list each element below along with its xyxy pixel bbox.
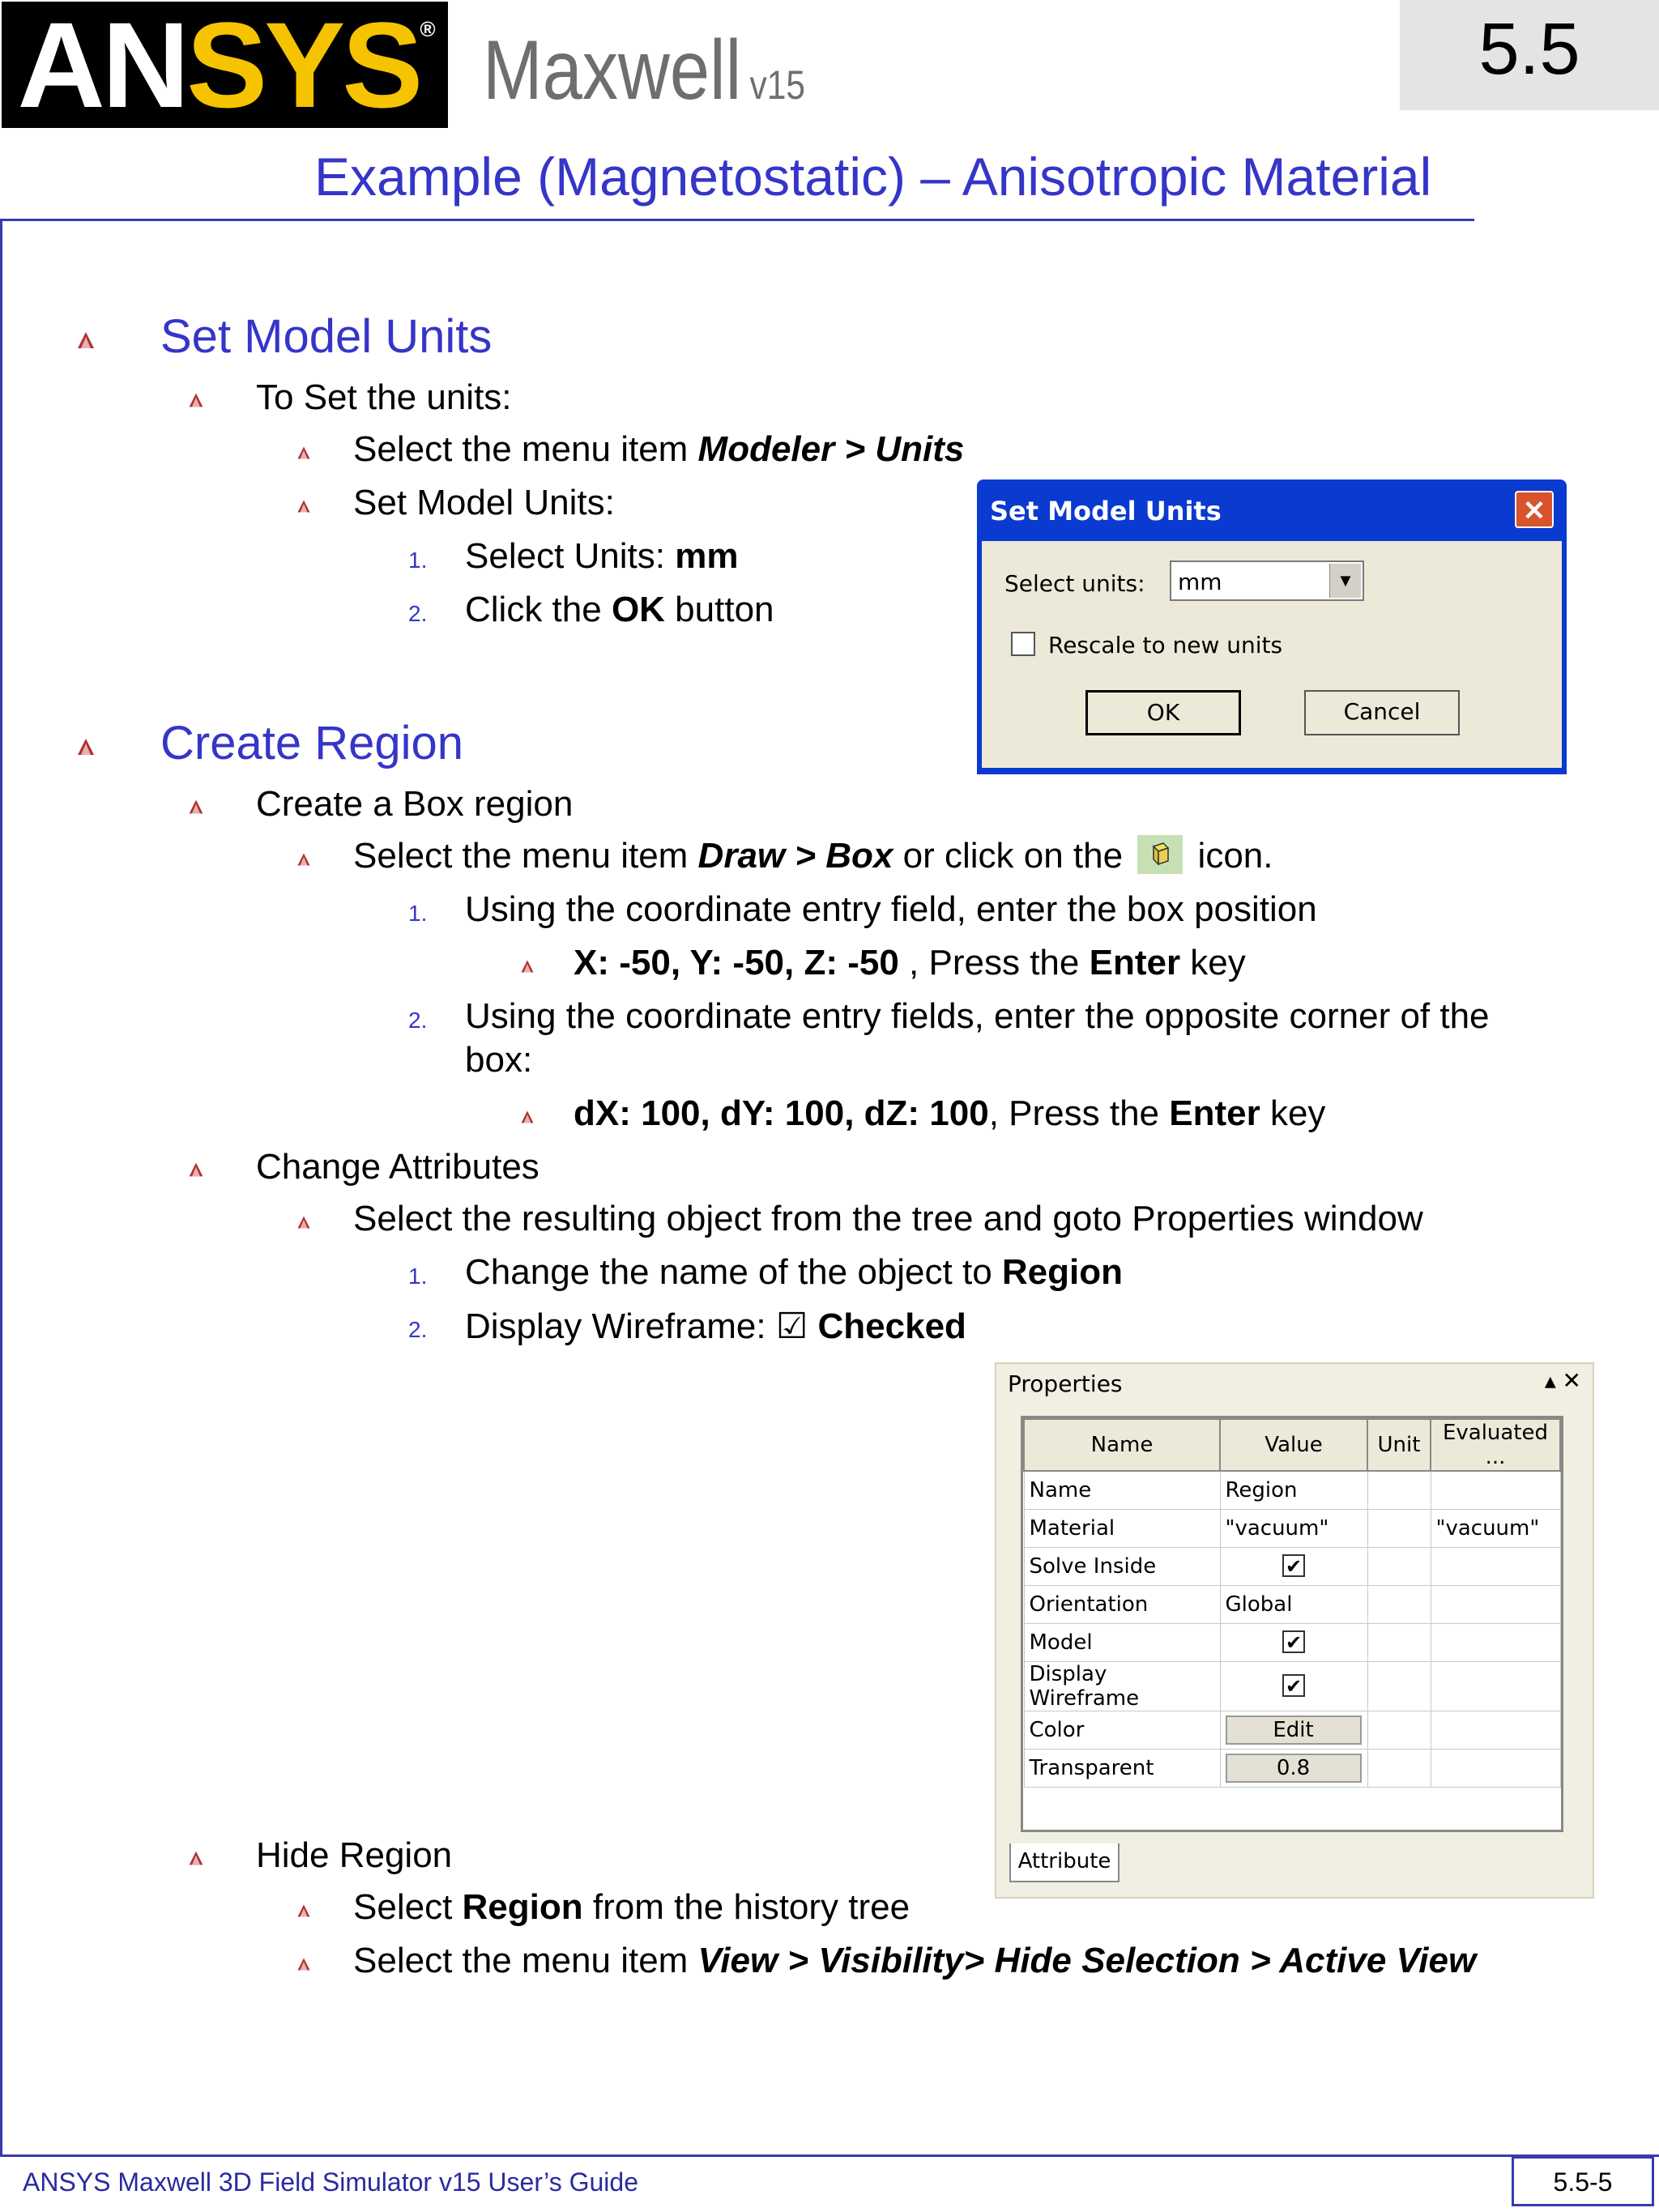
set-model-units-dialog: [977, 479, 1567, 774]
product-label: Maxwell: [483, 23, 742, 117]
table-row[interactable]: [1024, 1624, 1560, 1662]
property-evaluated: [1431, 1711, 1560, 1750]
panel-controls-icon[interactable]: ▴ ✕: [1544, 1368, 1581, 1393]
model-checkbox[interactable]: ✔: [1282, 1630, 1305, 1653]
table-row[interactable]: [1024, 1548, 1560, 1586]
property-evaluated: [1431, 1662, 1560, 1711]
table-row[interactable]: [1024, 1471, 1560, 1510]
step-text: Click the OK button: [465, 590, 774, 629]
draw-box-icon[interactable]: [1137, 835, 1183, 874]
triangle-bullet-icon: [296, 499, 311, 514]
table-row[interactable]: [1024, 1662, 1560, 1711]
ok-button[interactable]: OK: [1085, 690, 1241, 735]
triangle-bullet-icon: [188, 1850, 204, 1866]
property-unit: [1367, 1711, 1431, 1750]
select-units-label: Select units:: [1004, 570, 1145, 597]
property-name: Material: [1024, 1510, 1220, 1548]
step-text: X: -50, Y: -50, Z: -50 , Press the Enter key: [574, 943, 1246, 982]
property-name: Solve Inside: [1024, 1548, 1220, 1586]
step-text: Select Units: mm: [465, 536, 739, 576]
step-text: Select Region from the history tree: [353, 1887, 911, 1927]
property-name: Model: [1024, 1624, 1220, 1662]
list-number: 1.: [408, 548, 428, 573]
subheading-change-attributes: Change Attributes: [256, 1147, 539, 1187]
property-evaluated: "vacuum": [1431, 1510, 1560, 1548]
table-row[interactable]: [1024, 1586, 1560, 1624]
property-unit: [1367, 1662, 1431, 1711]
chevron-down-icon[interactable]: ▼: [1329, 564, 1361, 598]
list-number: 2.: [408, 1317, 428, 1342]
step-text: Using the coordinate entry field, enter the box position: [465, 889, 1317, 929]
column-header[interactable]: Evaluated ...: [1431, 1419, 1560, 1471]
property-unit: [1367, 1548, 1431, 1586]
menu-path: Draw > Box: [697, 836, 893, 876]
table-row[interactable]: [1024, 1750, 1560, 1788]
step-text: Select the menu item Draw > Box or click on the icon.: [353, 836, 1273, 876]
step-text: Select the menu item View > Visibility> Hide Selection > Active View: [353, 1941, 1477, 1980]
logo-an: AN: [17, 0, 187, 133]
menu-path: View > Visibility> Hide Selection > Active View: [697, 1941, 1477, 1980]
color-edit-button[interactable]: Edit: [1226, 1715, 1362, 1745]
step-text: Display Wireframe: ☑ Checked: [465, 1306, 966, 1346]
property-unit: [1367, 1586, 1431, 1624]
triangle-bullet-icon: [188, 799, 204, 815]
properties-panel: [995, 1362, 1594, 1899]
step-text: Select the resulting object from the tree and goto Properties window: [353, 1199, 1423, 1238]
heading-create-region: Create Region: [160, 717, 463, 769]
property-evaluated: [1431, 1471, 1560, 1510]
property-name: Transparent: [1024, 1750, 1220, 1788]
property-evaluated: [1431, 1548, 1560, 1586]
triangle-bullet-icon: [188, 1161, 204, 1178]
column-header[interactable]: Name: [1024, 1419, 1220, 1471]
solve-inside-checkbox[interactable]: ✔: [1282, 1554, 1305, 1577]
triangle-bullet-icon: [296, 852, 311, 867]
step-text: Using the coordinate entry fields, enter the opposite corner of the: [465, 996, 1490, 1036]
close-icon[interactable]: ✕: [1515, 491, 1554, 528]
left-border: [0, 220, 2, 2156]
list-number: 1.: [408, 1264, 428, 1289]
property-name: Display Wireframe: [1024, 1662, 1220, 1711]
property-unit: [1367, 1750, 1431, 1788]
footer-rule: [0, 2154, 1659, 2157]
ansys-logo: [2, 0, 448, 133]
title-rule: [0, 219, 1474, 221]
triangle-bullet-icon: [188, 392, 204, 408]
list-number: 2.: [408, 601, 428, 626]
units-select[interactable]: [1170, 560, 1364, 601]
property-value[interactable]: "vacuum": [1220, 1510, 1367, 1548]
list-number: 2.: [408, 1008, 428, 1033]
units-select-value: mm: [1178, 569, 1222, 595]
logo-sys: SYS: [186, 0, 420, 133]
property-value[interactable]: Region: [1220, 1471, 1367, 1510]
property-unit: [1367, 1471, 1431, 1510]
property-evaluated: [1431, 1586, 1560, 1624]
table-row[interactable]: [1024, 1510, 1560, 1548]
property-evaluated: [1431, 1750, 1560, 1788]
display-wireframe-checkbox[interactable]: ✔: [1282, 1674, 1305, 1697]
property-name: Color: [1024, 1711, 1220, 1750]
triangle-bullet-icon: [520, 1110, 535, 1124]
step-text: Set Model Units:: [353, 483, 615, 522]
triangle-bullet-icon: [296, 1957, 311, 1971]
transparent-button[interactable]: 0.8: [1226, 1754, 1362, 1783]
page-title: Example (Magnetostatic) – Anisotropic Material: [314, 147, 1432, 207]
triangle-bullet-icon: [76, 330, 96, 350]
subheading-create-box: Create a Box region: [256, 784, 574, 824]
subheading-set-units: To Set the units:: [256, 377, 512, 417]
step-text: Select the menu item Modeler > Units: [353, 429, 965, 469]
logo-registered: ®: [420, 17, 433, 41]
footer-title: ANSYS Maxwell 3D Field Simulator v15 User’s Guide: [23, 2167, 638, 2197]
triangle-bullet-icon: [296, 1903, 311, 1918]
step-text: dX: 100, dY: 100, dZ: 100, Press the Enter key: [574, 1093, 1326, 1133]
step-text: Change the name of the object to Region: [465, 1252, 1124, 1292]
list-number: 1.: [408, 901, 428, 926]
triangle-bullet-icon: [76, 737, 96, 757]
product-version: v15: [749, 62, 806, 108]
column-header[interactable]: Unit: [1367, 1419, 1431, 1471]
property-name: Orientation: [1024, 1586, 1220, 1624]
dialog-body: [982, 541, 1562, 768]
dialog-title: Set Model Units: [990, 496, 1222, 526]
page-number: 5.5-5: [1553, 2167, 1613, 2197]
step-text: box:: [465, 1040, 533, 1080]
tab-attribute[interactable]: Attribute: [1009, 1843, 1120, 1882]
property-evaluated: [1431, 1624, 1560, 1662]
product-name: [483, 23, 805, 119]
column-header[interactable]: Value: [1220, 1419, 1367, 1471]
menu-path: Modeler > Units: [697, 429, 965, 469]
rescale-label: Rescale to new units: [1048, 632, 1283, 658]
cancel-button[interactable]: Cancel: [1304, 690, 1460, 735]
triangle-bullet-icon: [520, 959, 535, 974]
table-row[interactable]: [1024, 1711, 1560, 1750]
triangle-bullet-icon: [296, 445, 311, 460]
properties-title: Properties: [1008, 1370, 1123, 1397]
property-unit: [1367, 1510, 1431, 1548]
section-number: 5.5: [1478, 9, 1580, 90]
property-value[interactable]: Global: [1220, 1586, 1367, 1624]
property-name: Name: [1024, 1471, 1220, 1510]
property-unit: [1367, 1624, 1431, 1662]
properties-table: [1021, 1416, 1563, 1832]
triangle-bullet-icon: [296, 1215, 311, 1230]
rescale-checkbox[interactable]: [1011, 632, 1035, 656]
subheading-hide-region: Hide Region: [256, 1835, 453, 1875]
heading-set-model-units: Set Model Units: [160, 310, 493, 363]
